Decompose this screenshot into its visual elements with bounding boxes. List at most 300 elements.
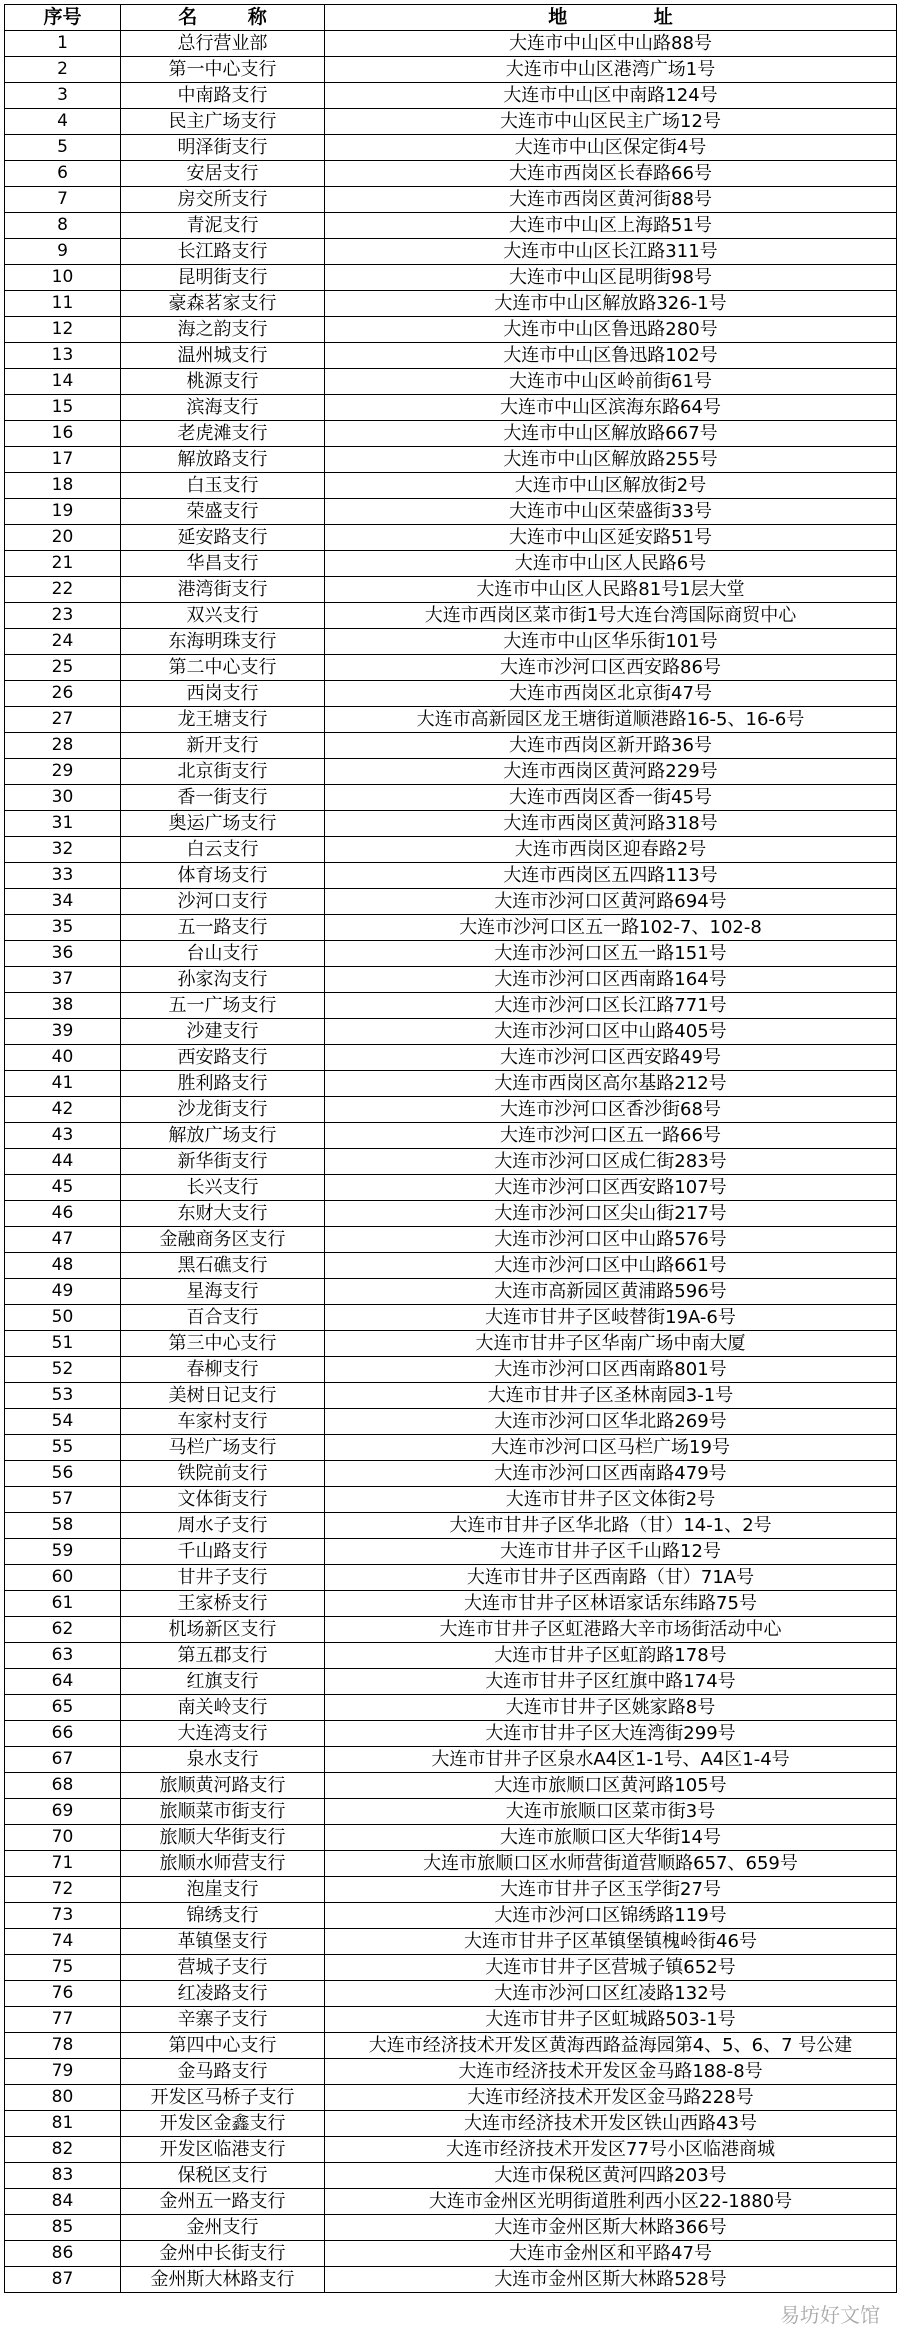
cell-index: 67 (5, 1747, 121, 1773)
cell-address: 大连市金州区光明街道胜利西小区22-1880号 (325, 2189, 897, 2215)
table-row (5, 889, 897, 915)
cell-index: 61 (5, 1591, 121, 1617)
header-address: 地 址 (325, 5, 897, 31)
table-row (5, 1071, 897, 1097)
cell-address: 大连市甘井子区泉水A4区1-1号、A4区1-4号 (325, 1747, 897, 1773)
table-row (5, 1695, 897, 1721)
cell-address: 大连市中山区中南路124号 (325, 83, 897, 109)
cell-index: 77 (5, 2007, 121, 2033)
cell-branch-name: 新开支行 (121, 733, 325, 759)
cell-branch-name: 锦绣支行 (121, 1903, 325, 1929)
cell-address: 大连市中山区民主广场12号 (325, 109, 897, 135)
cell-index: 10 (5, 265, 121, 291)
table-row (5, 785, 897, 811)
cell-address: 大连市甘井子区虹韵路178号 (325, 1643, 897, 1669)
table-row (5, 993, 897, 1019)
cell-branch-name: 五一广场支行 (121, 993, 325, 1019)
cell-index: 5 (5, 135, 121, 161)
table-row (5, 2215, 897, 2241)
cell-address: 大连市中山区解放路667号 (325, 421, 897, 447)
cell-address: 大连市沙河口区黄河路694号 (325, 889, 897, 915)
cell-branch-name: 房交所支行 (121, 187, 325, 213)
cell-address: 大连市中山区鲁迅路102号 (325, 343, 897, 369)
cell-index: 78 (5, 2033, 121, 2059)
cell-branch-name: 保税区支行 (121, 2163, 325, 2189)
cell-address: 大连市经济技术开发区铁山西路43号 (325, 2111, 897, 2137)
table-row (5, 1929, 897, 1955)
cell-address: 大连市旅顺口区大华街14号 (325, 1825, 897, 1851)
cell-branch-name: 五一路支行 (121, 915, 325, 941)
header-row (5, 5, 897, 31)
cell-address: 大连市西岗区黄河街88号 (325, 187, 897, 213)
cell-address: 大连市西岗区迎春路2号 (325, 837, 897, 863)
table-row (5, 629, 897, 655)
cell-address: 大连市中山区华乐街101号 (325, 629, 897, 655)
cell-address: 大连市沙河口区五一路151号 (325, 941, 897, 967)
table-row (5, 915, 897, 941)
cell-address: 大连市旅顺口区水师营街道营顺路657、659号 (325, 1851, 897, 1877)
cell-address: 大连市甘井子区姚家路8号 (325, 1695, 897, 1721)
cell-branch-name: 美树日记支行 (121, 1383, 325, 1409)
cell-index: 87 (5, 2267, 121, 2293)
cell-branch-name: 营城子支行 (121, 1955, 325, 1981)
cell-address: 大连市中山区人民路81号1层大堂 (325, 577, 897, 603)
cell-branch-name: 金州中长街支行 (121, 2241, 325, 2267)
cell-index: 37 (5, 967, 121, 993)
cell-index: 68 (5, 1773, 121, 1799)
cell-index: 23 (5, 603, 121, 629)
cell-index: 79 (5, 2059, 121, 2085)
cell-index: 18 (5, 473, 121, 499)
cell-address: 大连市甘井子区革镇堡镇槐岭街46号 (325, 1929, 897, 1955)
cell-index: 66 (5, 1721, 121, 1747)
cell-branch-name: 马栏广场支行 (121, 1435, 325, 1461)
table-row (5, 525, 897, 551)
cell-branch-name: 第一中心支行 (121, 57, 325, 83)
cell-address: 大连市沙河口区锦绣路119号 (325, 1903, 897, 1929)
cell-branch-name: 大连湾支行 (121, 1721, 325, 1747)
cell-index: 11 (5, 291, 121, 317)
cell-index: 22 (5, 577, 121, 603)
cell-address: 大连市甘井子区玉学街27号 (325, 1877, 897, 1903)
cell-address: 大连市中山区荣盛街33号 (325, 499, 897, 525)
cell-index: 86 (5, 2241, 121, 2267)
cell-branch-name: 龙王塘支行 (121, 707, 325, 733)
cell-index: 34 (5, 889, 121, 915)
cell-address: 大连市甘井子区文体街2号 (325, 1487, 897, 1513)
cell-address: 大连市中山区港湾广场1号 (325, 57, 897, 83)
cell-address: 大连市中山区岭前街61号 (325, 369, 897, 395)
cell-index: 80 (5, 2085, 121, 2111)
table-row (5, 2163, 897, 2189)
cell-branch-name: 温州城支行 (121, 343, 325, 369)
table-row (5, 213, 897, 239)
table-row (5, 1591, 897, 1617)
cell-branch-name: 东财大支行 (121, 1201, 325, 1227)
cell-index: 27 (5, 707, 121, 733)
cell-index: 48 (5, 1253, 121, 1279)
cell-address: 大连市甘井子区大连湾街299号 (325, 1721, 897, 1747)
cell-index: 36 (5, 941, 121, 967)
cell-address: 大连市沙河口区长江路771号 (325, 993, 897, 1019)
table-row (5, 1617, 897, 1643)
table-row (5, 655, 897, 681)
table-row (5, 1383, 897, 1409)
cell-index: 21 (5, 551, 121, 577)
cell-branch-name: 周水子支行 (121, 1513, 325, 1539)
table-row (5, 1149, 897, 1175)
cell-branch-name: 机场新区支行 (121, 1617, 325, 1643)
cell-address: 大连市中山区昆明街98号 (325, 265, 897, 291)
cell-branch-name: 铁院前支行 (121, 1461, 325, 1487)
cell-branch-name: 安居支行 (121, 161, 325, 187)
table-row (5, 291, 897, 317)
cell-address: 大连市沙河口区西南路801号 (325, 1357, 897, 1383)
cell-branch-name: 明泽街支行 (121, 135, 325, 161)
cell-branch-name: 开发区临港支行 (121, 2137, 325, 2163)
cell-index: 4 (5, 109, 121, 135)
table-row (5, 447, 897, 473)
cell-branch-name: 第二中心支行 (121, 655, 325, 681)
table-row (5, 1669, 897, 1695)
cell-index: 85 (5, 2215, 121, 2241)
cell-branch-name: 旅顺大华街支行 (121, 1825, 325, 1851)
table-header (5, 5, 897, 31)
cell-branch-name: 第五郡支行 (121, 1643, 325, 1669)
cell-branch-name: 胜利路支行 (121, 1071, 325, 1097)
table-row (5, 1435, 897, 1461)
table-row (5, 1227, 897, 1253)
cell-address: 大连市经济技术开发区金马路228号 (325, 2085, 897, 2111)
cell-index: 6 (5, 161, 121, 187)
cell-branch-name: 车家村支行 (121, 1409, 325, 1435)
cell-index: 63 (5, 1643, 121, 1669)
table-row (5, 681, 897, 707)
cell-index: 76 (5, 1981, 121, 2007)
cell-address: 大连市甘井子区圣林南园3-1号 (325, 1383, 897, 1409)
cell-index: 47 (5, 1227, 121, 1253)
cell-index: 45 (5, 1175, 121, 1201)
table-row (5, 2137, 897, 2163)
table-row (5, 2059, 897, 2085)
cell-address: 大连市西岗区五四路113号 (325, 863, 897, 889)
table-row (5, 603, 897, 629)
cell-branch-name: 星海支行 (121, 1279, 325, 1305)
cell-index: 35 (5, 915, 121, 941)
cell-branch-name: 新华街支行 (121, 1149, 325, 1175)
table-row (5, 1877, 897, 1903)
table-row (5, 265, 897, 291)
table-row (5, 1643, 897, 1669)
cell-index: 42 (5, 1097, 121, 1123)
header-name: 名 称 (121, 5, 325, 31)
table-row (5, 1955, 897, 1981)
cell-index: 40 (5, 1045, 121, 1071)
cell-index: 46 (5, 1201, 121, 1227)
table-row (5, 811, 897, 837)
cell-address: 大连市中山区上海路51号 (325, 213, 897, 239)
table-row (5, 1201, 897, 1227)
cell-address: 大连市甘井子区岐替街19A-6号 (325, 1305, 897, 1331)
cell-address: 大连市西岗区黄河路229号 (325, 759, 897, 785)
header-index: 序号 (5, 5, 121, 31)
cell-address: 大连市西岗区新开路36号 (325, 733, 897, 759)
cell-index: 44 (5, 1149, 121, 1175)
cell-branch-name: 沙河口支行 (121, 889, 325, 915)
cell-branch-name: 千山路支行 (121, 1539, 325, 1565)
table-row (5, 1981, 897, 2007)
cell-address: 大连市甘井子区虹城路503-1号 (325, 2007, 897, 2033)
cell-address: 大连市甘井子区华北路（甘）14-1、2号 (325, 1513, 897, 1539)
cell-branch-name: 旅顺黄河路支行 (121, 1773, 325, 1799)
cell-index: 73 (5, 1903, 121, 1929)
cell-address: 大连市沙河口区马栏广场19号 (325, 1435, 897, 1461)
table-row (5, 1253, 897, 1279)
cell-branch-name: 金马路支行 (121, 2059, 325, 2085)
cell-branch-name: 革镇堡支行 (121, 1929, 325, 1955)
cell-index: 50 (5, 1305, 121, 1331)
table-row (5, 187, 897, 213)
cell-address: 大连市经济技术开发区金马路188-8号 (325, 2059, 897, 2085)
cell-address: 大连市保税区黄河四路203号 (325, 2163, 897, 2189)
table-row (5, 1461, 897, 1487)
cell-index: 19 (5, 499, 121, 525)
cell-branch-name: 辛寨子支行 (121, 2007, 325, 2033)
cell-index: 30 (5, 785, 121, 811)
table-row (5, 1331, 897, 1357)
table-row (5, 1123, 897, 1149)
table-row (5, 135, 897, 161)
cell-branch-name: 金州斯大林路支行 (121, 2267, 325, 2293)
table-row (5, 1175, 897, 1201)
table-row (5, 941, 897, 967)
table-row (5, 421, 897, 447)
cell-branch-name: 昆明街支行 (121, 265, 325, 291)
cell-address: 大连市沙河口区西安路86号 (325, 655, 897, 681)
table-row (5, 1825, 897, 1851)
cell-index: 43 (5, 1123, 121, 1149)
cell-branch-name: 白玉支行 (121, 473, 325, 499)
cell-branch-name: 沙建支行 (121, 1019, 325, 1045)
table-row (5, 2085, 897, 2111)
cell-branch-name: 红旗支行 (121, 1669, 325, 1695)
cell-address: 大连市沙河口区西安路49号 (325, 1045, 897, 1071)
cell-index: 53 (5, 1383, 121, 1409)
table-row (5, 1513, 897, 1539)
cell-branch-name: 白云支行 (121, 837, 325, 863)
cell-index: 8 (5, 213, 121, 239)
cell-index: 3 (5, 83, 121, 109)
cell-index: 15 (5, 395, 121, 421)
cell-index: 25 (5, 655, 121, 681)
table-row (5, 2033, 897, 2059)
cell-branch-name: 开发区金鑫支行 (121, 2111, 325, 2137)
table-row (5, 369, 897, 395)
cell-index: 49 (5, 1279, 121, 1305)
cell-address: 大连市甘井子区红旗中路174号 (325, 1669, 897, 1695)
cell-address: 大连市金州区和平路47号 (325, 2241, 897, 2267)
cell-branch-name: 开发区马桥子支行 (121, 2085, 325, 2111)
cell-branch-name: 西安路支行 (121, 1045, 325, 1071)
cell-branch-name: 豪森茗家支行 (121, 291, 325, 317)
cell-index: 33 (5, 863, 121, 889)
table-row (5, 395, 897, 421)
cell-address: 大连市沙河口区西南路164号 (325, 967, 897, 993)
cell-index: 2 (5, 57, 121, 83)
table-row (5, 1019, 897, 1045)
cell-address: 大连市西岗区菜市街1号大连台湾国际商贸中心 (325, 603, 897, 629)
cell-address: 大连市沙河口区西安路107号 (325, 1175, 897, 1201)
cell-index: 58 (5, 1513, 121, 1539)
cell-address: 大连市中山区解放路255号 (325, 447, 897, 473)
cell-address: 大连市沙河口区红凌路132号 (325, 1981, 897, 2007)
cell-index: 29 (5, 759, 121, 785)
cell-address: 大连市沙河口区成仁街283号 (325, 1149, 897, 1175)
table-row (5, 1851, 897, 1877)
cell-address: 大连市旅顺口区菜市街3号 (325, 1799, 897, 1825)
cell-index: 74 (5, 1929, 121, 1955)
cell-branch-name: 红凌路支行 (121, 1981, 325, 2007)
cell-branch-name: 桃源支行 (121, 369, 325, 395)
cell-address: 大连市旅顺口区黄河路105号 (325, 1773, 897, 1799)
table-row (5, 499, 897, 525)
cell-index: 60 (5, 1565, 121, 1591)
table-row (5, 1097, 897, 1123)
table-row (5, 733, 897, 759)
cell-branch-name: 中南路支行 (121, 83, 325, 109)
table-row (5, 1487, 897, 1513)
cell-address: 大连市西岗区高尔基路212号 (325, 1071, 897, 1097)
cell-address: 大连市沙河口区五一路102-7、102-8 (325, 915, 897, 941)
table-row (5, 707, 897, 733)
cell-address: 大连市中山区鲁迅路280号 (325, 317, 897, 343)
table-row (5, 1539, 897, 1565)
cell-index: 16 (5, 421, 121, 447)
cell-address: 大连市中山区解放路326-1号 (325, 291, 897, 317)
cell-branch-name: 长江路支行 (121, 239, 325, 265)
cell-index: 84 (5, 2189, 121, 2215)
cell-address: 大连市金州区斯大林路528号 (325, 2267, 897, 2293)
cell-address: 大连市沙河口区香沙街68号 (325, 1097, 897, 1123)
cell-index: 82 (5, 2137, 121, 2163)
cell-branch-name: 第四中心支行 (121, 2033, 325, 2059)
table-row (5, 1357, 897, 1383)
cell-address: 大连市中山区解放街2号 (325, 473, 897, 499)
cell-branch-name: 体育场支行 (121, 863, 325, 889)
table-row (5, 1045, 897, 1071)
table-row (5, 317, 897, 343)
table-row (5, 1747, 897, 1773)
table-row (5, 863, 897, 889)
cell-branch-name: 华昌支行 (121, 551, 325, 577)
cell-branch-name: 旅顺菜市街支行 (121, 1799, 325, 1825)
table-body (5, 31, 897, 2293)
cell-branch-name: 滨海支行 (121, 395, 325, 421)
cell-branch-name: 北京街支行 (121, 759, 325, 785)
cell-address: 大连市甘井子区千山路12号 (325, 1539, 897, 1565)
cell-address: 大连市高新园区龙王塘街道顺港路16-5、16-6号 (325, 707, 897, 733)
table-row (5, 1903, 897, 1929)
cell-branch-name: 黑石礁支行 (121, 1253, 325, 1279)
cell-branch-name: 泉水支行 (121, 1747, 325, 1773)
cell-address: 大连市甘井子区西南路（甘）71A号 (325, 1565, 897, 1591)
cell-index: 14 (5, 369, 121, 395)
cell-address: 大连市高新园区黄浦路596号 (325, 1279, 897, 1305)
cell-index: 41 (5, 1071, 121, 1097)
table-row (5, 1279, 897, 1305)
table-row (5, 837, 897, 863)
cell-branch-name: 甘井子支行 (121, 1565, 325, 1591)
cell-address: 大连市中山区滨海东路64号 (325, 395, 897, 421)
table-row (5, 1565, 897, 1591)
cell-index: 70 (5, 1825, 121, 1851)
cell-branch-name: 奥运广场支行 (121, 811, 325, 837)
cell-branch-name: 青泥支行 (121, 213, 325, 239)
cell-index: 54 (5, 1409, 121, 1435)
cell-address: 大连市金州区斯大林路366号 (325, 2215, 897, 2241)
table-row (5, 2267, 897, 2293)
cell-address: 大连市经济技术开发区77号小区临港商城 (325, 2137, 897, 2163)
cell-index: 28 (5, 733, 121, 759)
cell-branch-name: 金州支行 (121, 2215, 325, 2241)
cell-branch-name: 解放广场支行 (121, 1123, 325, 1149)
cell-branch-name: 双兴支行 (121, 603, 325, 629)
table-row (5, 473, 897, 499)
cell-branch-name: 旅顺水师营支行 (121, 1851, 325, 1877)
table-row (5, 83, 897, 109)
cell-index: 20 (5, 525, 121, 551)
table-row (5, 1799, 897, 1825)
cell-index: 72 (5, 1877, 121, 1903)
cell-branch-name: 第三中心支行 (121, 1331, 325, 1357)
cell-index: 83 (5, 2163, 121, 2189)
cell-branch-name: 总行营业部 (121, 31, 325, 57)
table-row (5, 57, 897, 83)
cell-address: 大连市沙河口区华北路269号 (325, 1409, 897, 1435)
cell-branch-name: 西岗支行 (121, 681, 325, 707)
cell-address: 大连市甘井子区虹港路大辛市场街活动中心 (325, 1617, 897, 1643)
cell-index: 31 (5, 811, 121, 837)
table-row (5, 967, 897, 993)
cell-index: 55 (5, 1435, 121, 1461)
cell-branch-name: 解放路支行 (121, 447, 325, 473)
cell-index: 71 (5, 1851, 121, 1877)
cell-branch-name: 孙家沟支行 (121, 967, 325, 993)
table-row (5, 343, 897, 369)
cell-address: 大连市沙河口区中山路405号 (325, 1019, 897, 1045)
cell-index: 17 (5, 447, 121, 473)
cell-index: 59 (5, 1539, 121, 1565)
cell-index: 64 (5, 1669, 121, 1695)
table-row (5, 1409, 897, 1435)
cell-branch-name: 金融商务区支行 (121, 1227, 325, 1253)
table-row (5, 1305, 897, 1331)
cell-address: 大连市沙河口区西南路479号 (325, 1461, 897, 1487)
cell-index: 24 (5, 629, 121, 655)
cell-address: 大连市经济技术开发区黄海西路益海园第4、5、6、7 号公建 (325, 2033, 897, 2059)
table-row (5, 2189, 897, 2215)
cell-branch-name: 民主广场支行 (121, 109, 325, 135)
cell-branch-name: 沙龙街支行 (121, 1097, 325, 1123)
cell-address: 大连市西岗区黄河路318号 (325, 811, 897, 837)
cell-branch-name: 长兴支行 (121, 1175, 325, 1201)
cell-index: 7 (5, 187, 121, 213)
table-row (5, 161, 897, 187)
cell-address: 大连市西岗区北京街47号 (325, 681, 897, 707)
table-row (5, 2007, 897, 2033)
table-row (5, 759, 897, 785)
table-row (5, 551, 897, 577)
